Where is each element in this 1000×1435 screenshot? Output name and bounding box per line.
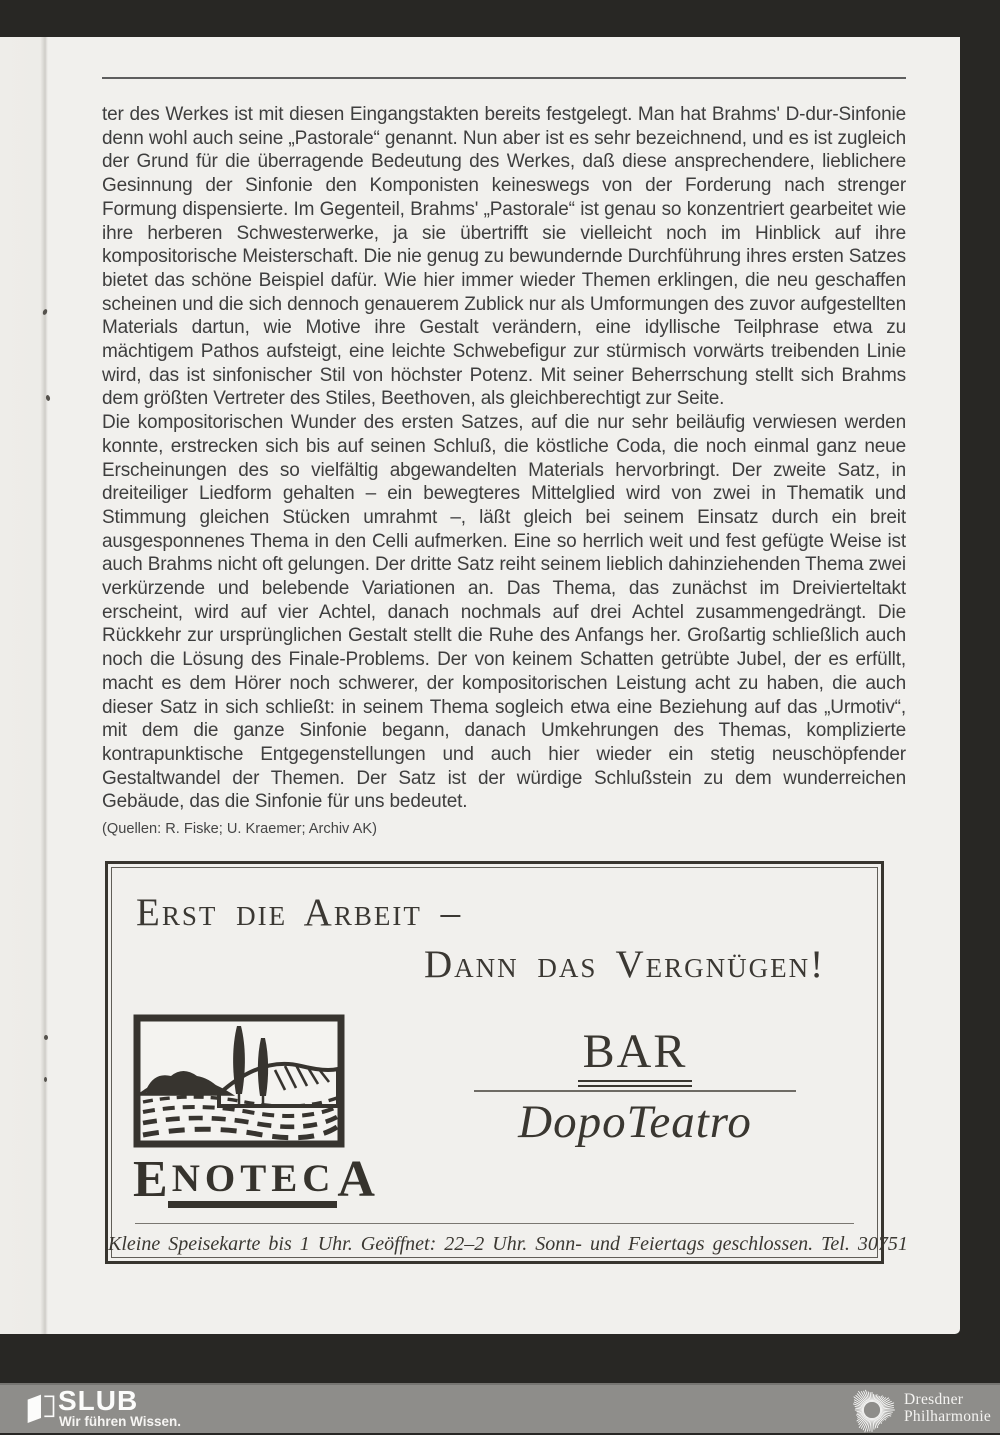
sources-line: (Quellen: R. Fiske; U. Kraemer; Archiv AK) xyxy=(102,821,377,838)
enoteca-first-letter: E xyxy=(133,1151,168,1208)
enoteca-vineyard-icon xyxy=(133,1014,345,1148)
advertisement-box xyxy=(105,861,908,1264)
bar-dopoteatro-block xyxy=(474,1027,796,1149)
top-rule xyxy=(102,77,906,79)
body-paragraph: Die kompositorischen Wunder des ersten Satzes, auf die nur sehr beiläufig verwiesen werden konnte, erstrecken sich bis auf seinen Schluß, die köstliche Coda, die noch einmal ganz neue Erscheinungen des so vielfältig abgewandelten Materials hervorbringt. Der zweite Satz, in dreiteiliger Liedform gehalten – ein bewegteres Mittelglied wird von zwei in Thematik und Stimmung gleichen Stücken umrahmt –, läßt gleich bei seinem Einsatz durch ein breit ausgesponnenes Thema in den Celli aufmerken. Eine so herrlich weit und fest gefügte Weise ist auch Brahms nicht oft gelungen. Der dritte Satz reiht seinem lieblich dahinziehenden Thema zwei verkürzende und belebende Variationen an. Das Thema, das zunächst im Dreivierteltakt erscheint, wird auf vier Achtel, danach nochmals auf drei Achtel zusammengedrängt. Die Rückkehr zur ursprünglichen Gestalt stellt die Ruhe des Anfangs her. Großartig schließlich auch noch die Lösung des Finale-Problems. Der von keinem Schatten getrübte Jubel, der es erfüllt, macht es dem Hörer noch schwerer, der kompositorischen Leistung acht zu haben, die auch dieser Satz in sich schließt: in seinem Thema sogleich etwa eine Beziehung auf das „Urmotiv“, mit dem die ganze Sinfonie begann, danach Umkehrungen des Themas, komplizierte kontrapunktische Entgegenstellungen und auch hier wieder ein stetig neuschöpfender Gestaltwandel der Themen. Der Satz ist der würdige Schlußstein zu dem wunderreichen Gebäude, das die Sinfonie für uns bedeutet. xyxy=(102,412,906,813)
slub-book-icon xyxy=(26,1391,56,1425)
staple-mark xyxy=(44,1077,47,1082)
bar-label: BAR xyxy=(578,1027,693,1087)
enoteca-last-letter: A xyxy=(337,1151,375,1208)
viewer-footer-bar xyxy=(0,1383,1000,1433)
ad-slogan-line2: Dann das Vergnügen! xyxy=(424,943,826,986)
slub-logo[interactable] xyxy=(26,1385,246,1431)
philharmonie-line1: Dresdner xyxy=(904,1391,964,1408)
ad-info-line: Kleine Speisekarte bis 1 Uhr. Geöffnet: 22–2 Uhr. Sonn- und Feiertags geschlossen. Tel. 30751 xyxy=(108,1233,908,1255)
page-text-column xyxy=(102,77,906,837)
ad-info-rule xyxy=(135,1223,854,1224)
slub-name: SLUB xyxy=(58,1385,139,1416)
ad-slogan-line1: Erst die Arbeit – xyxy=(136,891,463,934)
body-paragraph: ter des Werkes ist mit diesen Eingangstakten bereits festgelegt. Man hat Brahms' D-dur-Sinfonie denn wohl auch seine „Pastorale“ genannt. Nun aber ist es sehr bezeichnend, und es ist zugleich der Grund für die überragende Bedeutung des Werkes, daß diese ansprechendere, lieblichere Gesinnung der Sinfonie den Komponisten keineswegs von der Forderung nach strenger Formung dispensierte. Im Gegenteil, Brahms' „Pastorale“ ist genau so konzentriert gearbeitet wie ihre herberen Schwesterwerke, ja sie übertrifft sie vielleicht noch im Hinblick auf ihre kompositorische Meisterschaft. Die nie genug zu bewundernde Durchführung ihres ersten Satzes bietet das schöne Beispiel dafür. Wie hier immer wieder Themen erklingen, die neu geschaffen scheinen und die sich dennoch genauerem Zublick nur als Umformungen des zuvor aufgestellten Materials dartun, wie Motive ihre Gestalt verändern, eine idyllische Teilphrase etwa zu mächtigem Pathos aufsteigt, eine leichte Schwebefigur zur stürmisch vorwärts treibenden Linie wird, das ist sinfonischer Stil von höchster Potenz. Mit seiner Beherrschung stellt sich Brahms dem größten Vertreter des Stiles, Beethoven, als gleichberechtigt zur Seite. xyxy=(102,104,906,410)
scanned-page xyxy=(0,37,960,1334)
philharmonie-line2: Philharmonie xyxy=(904,1408,992,1425)
dresdner-philharmonie-logo[interactable] xyxy=(848,1385,998,1435)
page-gutter-shadow xyxy=(0,37,48,1334)
philharmonie-starburst-icon xyxy=(848,1386,896,1434)
staple-mark xyxy=(45,395,50,402)
slub-tagline: Wir führen Wissen. xyxy=(59,1414,182,1429)
philharmonie-name xyxy=(904,1391,991,1425)
enoteca-middle-letters: NOTEC xyxy=(168,1159,338,1208)
venue-name: DopoTeatro xyxy=(518,1095,752,1148)
staple-mark xyxy=(44,1035,48,1040)
enoteca-logo xyxy=(133,1014,375,1208)
enoteca-wordmark xyxy=(133,1149,375,1208)
